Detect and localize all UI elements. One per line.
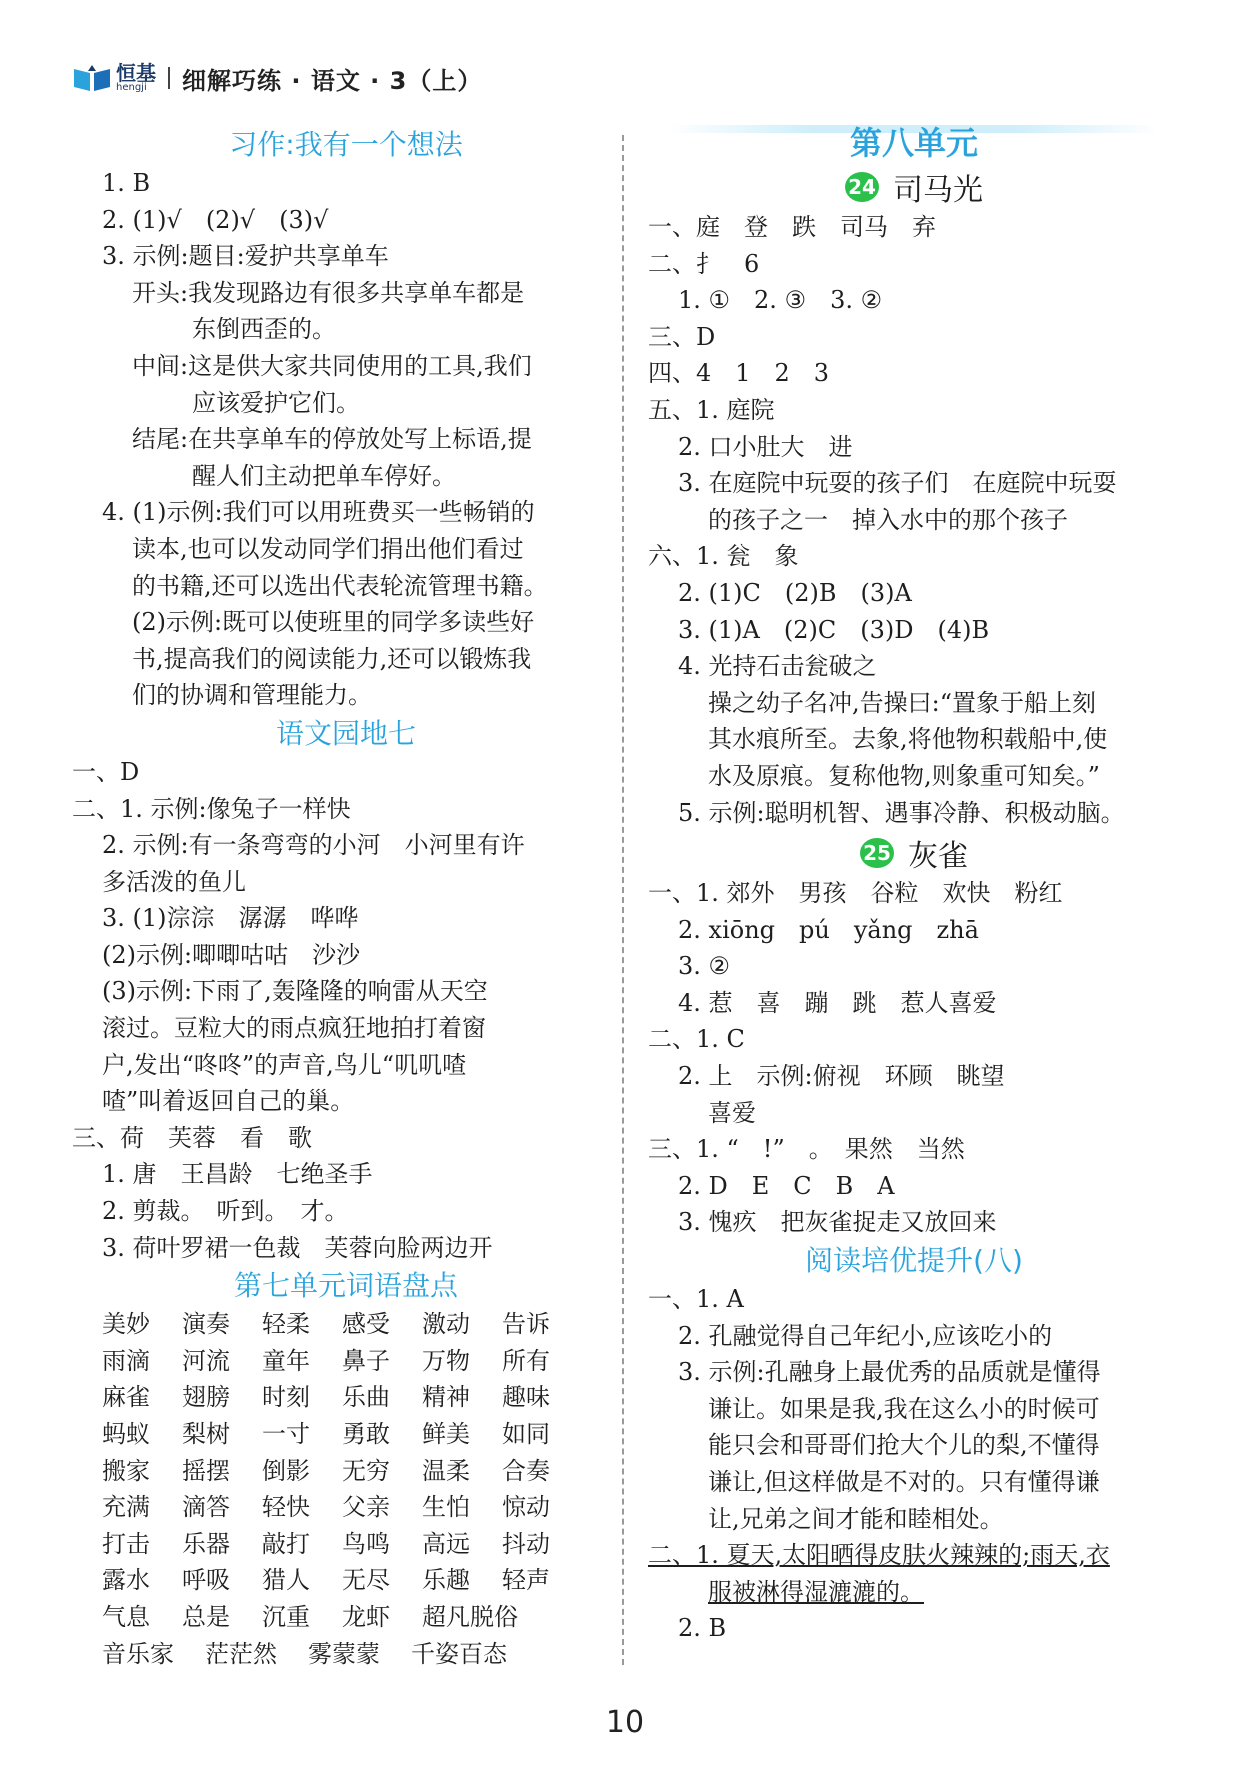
vocab-word: 演奏 xyxy=(182,1310,230,1339)
answer-line: 喜爱 xyxy=(708,1098,756,1127)
vocab-word: 梨树 xyxy=(182,1420,230,1448)
answer-line: 3. 荷叶罗裙一色裁 芙蓉向脸两边开 xyxy=(102,1233,493,1262)
answer-line: 2. 示例:有一条弯弯的小河 小河里有许 xyxy=(102,831,525,860)
vocab-word: 抖动 xyxy=(502,1529,550,1558)
vocab-word: 勇敢 xyxy=(342,1420,390,1448)
vocab-word: 超凡脱俗 xyxy=(422,1602,518,1631)
answer-line: 的孩子之一 掉入水中的那个孩子 xyxy=(708,505,1068,534)
lesson-24-answers xyxy=(648,209,1180,831)
answer-line: 3. 在庭院中玩耍的孩子们 在庭院中玩耍 xyxy=(678,469,1117,498)
answer-line: 1. B xyxy=(102,169,151,197)
answer-line: 3. 示例:孔融身上最优秀的品质就是懂得 xyxy=(678,1358,1101,1387)
vocab-word: 惊动 xyxy=(502,1493,550,1522)
vocab-word: 合奏 xyxy=(502,1456,550,1485)
answer-line: 喳”叫着返回自己的巢。 xyxy=(102,1087,355,1116)
vocab-word: 气息 xyxy=(102,1602,150,1631)
vocab-word: 蚂蚁 xyxy=(102,1420,150,1448)
answer-line: 一、1. 郊外 男孩 谷粒 欢快 粉红 xyxy=(648,879,1063,908)
answer-line: 们的协调和管理能力。 xyxy=(132,681,372,710)
vocab-word: 高远 xyxy=(422,1529,470,1558)
answer-line: 二、扌 6 xyxy=(648,249,760,278)
answer-line: 1. ① 2. ③ 3. ② xyxy=(678,286,883,315)
answer-line: 应该爱护它们。 xyxy=(192,388,360,417)
vocab-word: 音乐家 xyxy=(102,1639,174,1668)
vocab-word: 轻快 xyxy=(262,1493,310,1522)
answer-line: (3)示例:下雨了,轰隆隆的响雷从天空 xyxy=(102,977,488,1006)
lesson-25-answers xyxy=(648,875,1180,1241)
lesson-25-title xyxy=(648,831,1180,875)
vocab-word: 翅膀 xyxy=(182,1383,230,1412)
vocab-row xyxy=(72,1636,620,1673)
vocab-row xyxy=(72,1343,620,1380)
answer-line: 四、4 1 2 3 xyxy=(648,359,830,388)
answer-line: 5. 示例:聪明机智、遇事冷静、积极动脑。 xyxy=(678,798,1125,827)
lesson-number-badge: 24 xyxy=(845,172,879,202)
vocab-word: 雨滴 xyxy=(102,1346,150,1375)
vocab-row xyxy=(72,1306,620,1343)
vocab-word: 龙虾 xyxy=(342,1602,390,1631)
answer-line: 一、1. A xyxy=(648,1285,744,1314)
answer-line: 三、1. “ !” 。 果然 当然 xyxy=(648,1135,965,1164)
left-column xyxy=(72,125,620,1672)
vocab-word: 一寸 xyxy=(262,1420,310,1448)
vocab-row xyxy=(72,1562,620,1599)
underlined-answer-line: 服被淋得湿漉漉的。 xyxy=(708,1577,924,1606)
answer-line: 水及原痕。复称他物,则象重可知矣。” xyxy=(708,761,1100,790)
vocab-word: 露水 xyxy=(102,1566,150,1595)
answer-line: 2. (1)C (2)B (3)A xyxy=(678,578,912,607)
answer-line: 2. B xyxy=(678,1614,727,1643)
answer-line: 3. (1)A (2)C (3)D (4)B xyxy=(678,615,990,644)
vocab-word: 鲜美 xyxy=(422,1420,470,1448)
vocab-word: 美妙 xyxy=(102,1310,150,1339)
answer-line: 东倒西歪的。 xyxy=(192,315,336,344)
book-logo-icon xyxy=(72,63,112,93)
answer-line: 3. 愧疚 把灰雀捉走又放回来 xyxy=(678,1208,997,1237)
vocab-word: 充满 xyxy=(102,1493,150,1522)
answer-line: (2)示例:唧唧咕咕 沙沙 xyxy=(102,940,361,969)
section-title-vocabulary: 第七单元词语盘点 xyxy=(233,1269,458,1303)
logo-subtext: hengji xyxy=(116,82,147,93)
vocab-row xyxy=(72,1416,620,1453)
vocab-word: 趣味 xyxy=(502,1383,550,1412)
vocab-word: 雾蒙蒙 xyxy=(308,1639,380,1668)
answer-line: 能只会和哥哥们抢大个儿的梨,不懂得 xyxy=(708,1431,1100,1460)
answer-line: 一、D xyxy=(72,757,140,786)
lesson-name: 灰雀 xyxy=(908,839,968,875)
section-title-reading: 阅读培优提升(八) xyxy=(805,1244,1023,1278)
right-column xyxy=(648,125,1180,1647)
vocab-row xyxy=(72,1379,620,1416)
vocab-word: 轻声 xyxy=(502,1566,550,1595)
vocab-word: 沉重 xyxy=(262,1602,310,1631)
answer-line: 3. (1)淙淙 潺潺 哗哗 xyxy=(102,904,359,933)
vocab-word: 告诉 xyxy=(502,1310,550,1339)
writing-answers xyxy=(72,165,620,714)
answer-line: 谦让。如果是我,我在这么小的时候可 xyxy=(708,1394,1100,1423)
section-title-garden: 语文园地七 xyxy=(275,716,416,750)
vocab-word: 精神 xyxy=(422,1383,470,1412)
vocab-word: 倒影 xyxy=(262,1456,310,1485)
answer-line: 六、1. 瓮 象 xyxy=(648,542,799,571)
vocab-word: 麻雀 xyxy=(102,1383,150,1412)
reading-answers xyxy=(648,1281,1180,1647)
answer-line: 二、1. C xyxy=(648,1025,745,1054)
book-title: 细解巧练 · 语文 · 3（上） xyxy=(182,66,483,95)
answer-line: 书,提高我们的阅读能力,还可以锻炼我 xyxy=(132,644,532,673)
vocab-word: 父亲 xyxy=(342,1493,390,1522)
answer-line: 中间:这是供大家共同使用的工具,我们 xyxy=(132,351,532,380)
answer-line: 一、庭 登 跌 司马 弃 xyxy=(648,213,936,241)
vocab-word: 生怕 xyxy=(422,1493,470,1522)
vocab-row xyxy=(72,1489,620,1526)
answer-line: 五、1. 庭院 xyxy=(648,395,775,424)
vocab-word: 鼻子 xyxy=(342,1346,390,1375)
answer-line: 4. 惹 喜 蹦 跳 惹人喜爱 xyxy=(678,988,997,1017)
vocabulary-grid xyxy=(72,1306,620,1672)
vocab-word: 如同 xyxy=(502,1420,550,1448)
underlined-answer-line: 二、1. 夏天,太阳晒得皮肤火辣辣的;雨天,衣 xyxy=(648,1541,1110,1570)
vocab-word: 乐曲 xyxy=(342,1383,390,1412)
column-divider xyxy=(622,135,624,1665)
vocab-word: 摇摆 xyxy=(182,1456,230,1485)
answer-line: 2. 上 示例:俯视 环顾 眺望 xyxy=(678,1062,1005,1091)
vocab-word: 鸟鸣 xyxy=(342,1529,390,1558)
section-title-writing: 习作:我有一个想法 xyxy=(229,128,463,161)
answer-line: 醒人们主动把单车停好。 xyxy=(192,461,456,490)
vocab-word: 无穷 xyxy=(342,1456,390,1485)
vocab-word: 轻柔 xyxy=(262,1310,310,1339)
answer-line: 三、D xyxy=(648,322,716,351)
vocab-word: 所有 xyxy=(502,1346,550,1375)
vocab-row xyxy=(72,1526,620,1563)
vocab-word: 搬家 xyxy=(102,1456,150,1485)
lesson-name: 司马光 xyxy=(893,173,983,208)
answer-line: 开头:我发现路边有很多共享单车都是 xyxy=(132,278,525,307)
answer-line: 谦让,但这样做是不对的。只有懂得谦 xyxy=(708,1468,1100,1496)
garden-answers xyxy=(72,754,620,1266)
vocab-word: 感受 xyxy=(342,1310,390,1339)
answer-line: 滚过。豆粒大的雨点疯狂地拍打着窗 xyxy=(102,1014,486,1043)
vocab-row xyxy=(72,1453,620,1490)
vocab-word: 千姿百态 xyxy=(411,1639,507,1668)
logo-name: 恒基 xyxy=(116,61,156,85)
vocab-word: 温柔 xyxy=(422,1456,470,1485)
answer-line: 户,发出“咚咚”的声音,鸟儿“叽叽喳 xyxy=(102,1050,467,1079)
vocab-word: 打击 xyxy=(102,1529,150,1558)
answer-line: 4. 光持石击瓮破之 xyxy=(678,652,877,681)
vocab-word: 敲打 xyxy=(262,1529,310,1558)
lesson-number-badge: 25 xyxy=(860,838,894,868)
vocab-row xyxy=(72,1599,620,1636)
vocab-word: 时刻 xyxy=(262,1383,310,1412)
vocab-word: 猎人 xyxy=(262,1566,310,1595)
answer-line: 2. xiōng pú yǎng zhā xyxy=(678,915,979,944)
answer-line: 让,兄弟之间才能和睦相处。 xyxy=(708,1504,1004,1533)
answer-line: 2. 剪裁。 听到。 才。 xyxy=(102,1197,349,1226)
vocab-word: 总是 xyxy=(182,1602,230,1631)
vocab-word: 万物 xyxy=(422,1346,470,1375)
answer-line: 2. 口小肚大 进 xyxy=(678,432,853,461)
vocab-word: 乐器 xyxy=(182,1529,230,1558)
answer-line: 2. (1)√ (2)√ (3)√ xyxy=(102,205,329,234)
vocab-word: 河流 xyxy=(182,1346,230,1375)
vocab-word: 无尽 xyxy=(342,1566,390,1595)
answer-line: 4. (1)示例:我们可以用班费买一些畅销的 xyxy=(102,498,535,527)
answer-line: 的书籍,还可以选出代表轮流管理书籍。 xyxy=(132,571,548,600)
answer-line: (2)示例:既可以使班里的同学多读些好 xyxy=(132,608,535,637)
header-divider xyxy=(168,67,170,89)
answer-line: 读本,也可以发动同学们捐出他们看过 xyxy=(132,534,524,563)
vocab-word: 呼吸 xyxy=(182,1566,230,1595)
vocab-word: 茫茫然 xyxy=(205,1639,277,1668)
answer-line: 2. D E C B A xyxy=(678,1171,895,1200)
page-number: 10 xyxy=(605,1705,645,1740)
answer-line: 2. 孔融觉得自己年纪小,应该吃小的 xyxy=(678,1321,1053,1350)
page-header xyxy=(72,58,482,98)
answer-line: 其水痕所至。去象,将他物积载船中,使 xyxy=(708,725,1108,754)
logo xyxy=(72,63,156,93)
answer-line: 二、1. 示例:像兔子一样快 xyxy=(72,794,351,823)
vocab-word: 激动 xyxy=(422,1310,470,1339)
answer-line: 结尾:在共享单车的停放处写上标语,提 xyxy=(132,425,532,454)
answer-line: 三、荷 芙蓉 看 歌 xyxy=(72,1123,312,1152)
answer-line: 1. 唐 王昌龄 七绝圣手 xyxy=(102,1160,373,1189)
vocab-word: 乐趣 xyxy=(422,1566,470,1595)
answer-line: 3. 示例:题目:爱护共享单车 xyxy=(102,242,389,271)
unit-title: 第八单元 xyxy=(849,124,978,162)
lesson-24-title xyxy=(648,165,1180,209)
vocab-word: 滴答 xyxy=(182,1493,230,1522)
answer-line: 3. ② xyxy=(678,952,731,981)
answer-line: 操之幼子名冲,告操曰:“置象于船上刻 xyxy=(708,688,1096,717)
vocab-word: 童年 xyxy=(262,1346,310,1375)
answer-line: 多活泼的鱼儿 xyxy=(102,867,246,896)
